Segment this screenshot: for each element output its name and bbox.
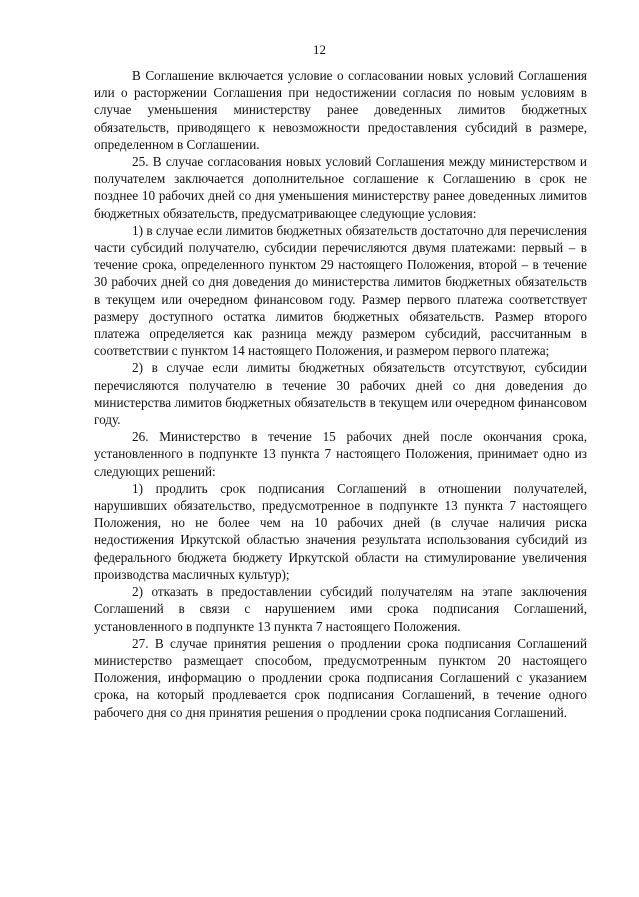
- paragraph-26: 26. Министерство в течение 15 рабочих дней после окончания срока, установленного в подпункте 13 пункта 7 настоящего Положения, принимает одно из следующих решений:: [94, 429, 587, 479]
- paragraph-25-item-1: 1) в случае если лимитов бюджетных обязательств достаточно для перечисления части субсидий получателю, субсидии перечисляются двумя платежами: первый – в течение срока, определенного пунктом 29 настоящего Положения, второй – в течение 30 рабочих дней со дня доведения до министерства лимитов бюджетных обязательств в текущем или очередном финансовом году. Размер первого платежа соответствует размеру доступного остатка лимитов бюджетных обязательств. Размер второго платежа определяется как разница между размером субсидий, рассчитанным в соответствии с пунктом 14 настоящего Положения, и размером первого платежа;: [94, 222, 587, 359]
- page-number: 12: [313, 42, 326, 57]
- paragraph-27: 27. В случае принятия решения о продлении срока подписания Соглашений министерство размещает способом, предусмотренным пунктом 20 настоящего Положения, информацию о продлении срока подписания Соглашений с указанием срока, на который продлевается срок подписания Соглашений, в течение одного рабочего дня со дня принятия решения о продлении срока подписания Соглашений.: [94, 635, 587, 720]
- paragraph-25-item-2: 2) в случае если лимиты бюджетных обязательств отсутствуют, субсидии перечисляются получателю в течение 30 рабочих дней со дня доведения до министерства лимитов бюджетных обязательств в текущем или очередном финансовом году.: [94, 360, 587, 428]
- paragraph-26-item-1: 1) продлить срок подписания Соглашений в отношении получателей, нарушивших обязательство, предусмотренное в подпункте 13 пункта 7 настоящего Положения, но не более чем на 10 рабочих дней (в случае наличия риска недостижения Иркутской областью значения результата использования субсидий из федерального бюджета бюджету Иркутской области на стимулирование увеличения производства масличных культур);: [94, 480, 587, 582]
- paragraph-25: 25. В случае согласования новых условий Соглашения между министерством и получателем заключается дополнительное соглашение к Соглашению в срок не позднее 10 рабочих дней со дня уменьшения министерству ранее доведенных лимитов бюджетных обязательств, предусматривающее следующие условия:: [94, 154, 587, 221]
- paragraph-condition-clause: В Соглашение включается условие о согласовании новых условий Соглашения или о расторжении Соглашения при недостижении согласия по новым условиям в случае уменьшения министерству ранее доведенных лимитов бюджетных обязательств, приводящего к невозможности предоставления субсидий в размере, определенном в Соглашении.: [94, 68, 587, 152]
- paragraph-26-item-2: 2) отказать в предоставлении субсидий получателям на этапе заключения Соглашений в связи с нарушением ими срока подписания Соглашений, установленного в подпункте 13 пункта 7 настоящего Положения.: [94, 584, 587, 634]
- document-body: [94, 67, 587, 721]
